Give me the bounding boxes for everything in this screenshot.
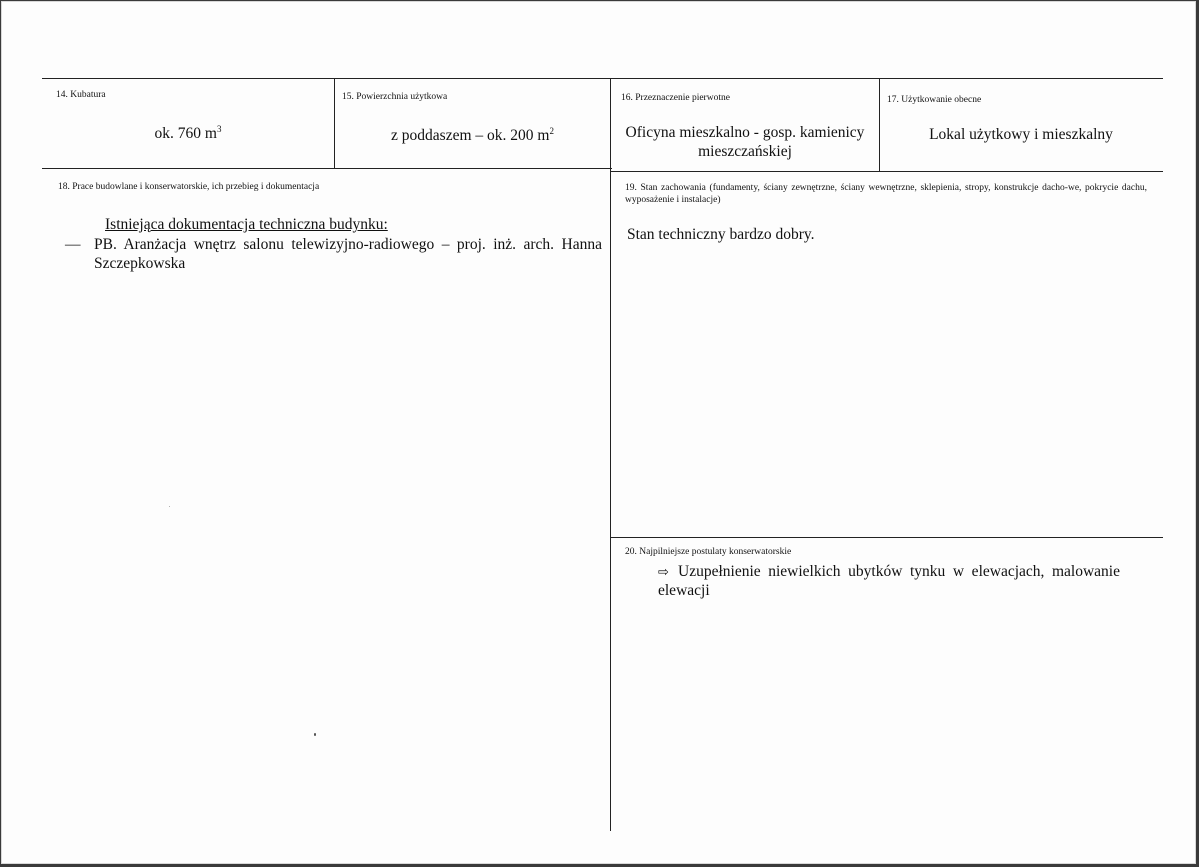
field-15-value-sup: 2 — [549, 126, 554, 136]
field-20-value — [658, 562, 1120, 600]
right-arrow-icon: ⇨ — [658, 565, 669, 580]
divider-main — [610, 78, 611, 831]
field-15-caption: 15. Powierzchnia użytkowa — [342, 92, 448, 102]
field-15-value-text: z poddaszem – ok. 200 m — [391, 127, 550, 145]
scan-speck — [314, 733, 316, 736]
field-14-value-sup: 3 — [216, 124, 222, 134]
field-18-item: PB. Aranżacja wnętrz salonu telewizyjno-radiowego – proj. inż. arch. Hanna Szczepkowska — [94, 236, 602, 272]
section-20-rule — [611, 537, 1163, 538]
field-16-value: Oficyna mieszkalno - gosp. kamienicy mieszczańskiej — [625, 124, 865, 160]
scan-speck — [169, 506, 170, 507]
field-18-heading: Istniejąca dokumentacja techniczna budynku: — [105, 216, 388, 233]
field-18-item-dash: — — [65, 236, 81, 253]
divider-16-17 — [879, 78, 880, 172]
field-18-caption: 18. Prace budowlane i konserwatorskie, ich przebieg i dokumentacja — [58, 182, 320, 192]
top-rule — [42, 78, 1163, 79]
field-17-value: Lokal użytkowy i mieszkalny — [929, 126, 1113, 143]
field-15-value — [336, 122, 609, 145]
divider-14-15 — [334, 78, 335, 169]
field-14-caption: 14. Kubatura — [56, 90, 106, 100]
field-14-value-text: ok. 760 m — [154, 125, 217, 143]
field-17-caption: 17. Użytkowanie obecne — [887, 95, 982, 105]
field-19-value: Stan techniczny bardzo dobry. — [627, 226, 815, 243]
field-20-caption: 20. Najpilniejsze postulaty konserwatorskie — [625, 547, 792, 557]
field-20-value-text: Uzupełnienie niewielkich ubytków tynku w elewacjach, malowanie elewacji — [658, 563, 1120, 599]
header-bottom-rule-left — [42, 168, 612, 169]
form-sheet — [1, 1, 1196, 864]
field-14-value — [43, 120, 333, 143]
field-16-caption: 16. Przeznaczenie pierwotne — [621, 93, 730, 103]
field-19-caption: 19. Stan zachowania (fundamenty, ściany zewnętrzne, ściany wewnętrzne, sklepienia, stropy, konstrukcje dacho-we, pokrycie dachu, wyposażenie i instalacje) — [625, 183, 1147, 205]
header-bottom-rule-right — [611, 171, 1163, 172]
